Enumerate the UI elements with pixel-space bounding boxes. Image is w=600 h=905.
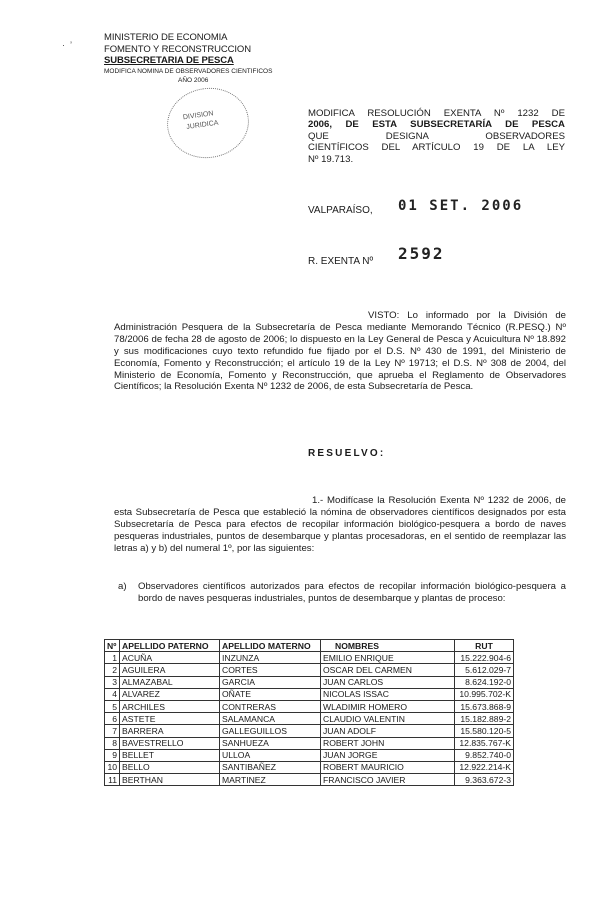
- subject-small: MODIFICA NOMINA DE OBSERVADORES CIENTIFICOS: [104, 68, 273, 75]
- cell-number: 1: [105, 652, 120, 664]
- cell-names: FRANCISCO JAVIER: [321, 774, 455, 786]
- cell-paternal: ALMAZABAL: [120, 676, 220, 688]
- cell-rut: 15.580.120-5: [455, 725, 514, 737]
- title-line: CIENTÍFICOS DEL ARTÍCULO 19 DE LA LEY: [308, 142, 565, 154]
- table-row: [105, 676, 514, 688]
- table-header-row: [105, 640, 514, 652]
- observers-table-body: [105, 652, 514, 786]
- department-name: FOMENTO Y RECONSTRUCCION: [104, 44, 251, 55]
- cell-paternal: ALVAREZ: [120, 688, 220, 700]
- cell-number: 2: [105, 664, 120, 676]
- cell-rut: 15.182.889-2: [455, 713, 514, 725]
- item-a-text: Observadores científicos autorizados para efectos de recopilar información biológico-pesquera a bordo de naves pesqueras industriales, puntos de desembarque y plantas de proceso:: [138, 581, 566, 604]
- cell-paternal: ASTETE: [120, 713, 220, 725]
- cell-number: 5: [105, 700, 120, 712]
- cell-maternal: OÑATE: [220, 688, 321, 700]
- cell-names: NICOLAS ISSAC: [321, 688, 455, 700]
- exenta-label: R. EXENTA Nº: [308, 256, 374, 267]
- cell-paternal: AGUILERA: [120, 664, 220, 676]
- col-header-paternal: APELLIDO PATERNO: [120, 640, 220, 652]
- cell-number: 6: [105, 713, 120, 725]
- cell-number: 9: [105, 749, 120, 761]
- col-header-number: Nº: [105, 640, 120, 652]
- col-header-rut: RUT: [455, 640, 514, 652]
- cell-names: JUAN CARLOS: [321, 676, 455, 688]
- table-row: [105, 700, 514, 712]
- title-line: 2006, DE ESTA SUBSECRETARÍA DE PESCA: [308, 119, 565, 131]
- cell-maternal: GALLEGUILLOS: [220, 725, 321, 737]
- year-small: AÑO 2006: [178, 77, 209, 84]
- cell-maternal: ULLOA: [220, 749, 321, 761]
- cell-rut: 5.612.029-7: [455, 664, 514, 676]
- article-1-paragraph: 1.- Modifícase la Resolución Exenta Nº 1232 de 2006, de esta Subsecretaría de Pesca que estableció la nómina de observadores científicos designados por esta Subsecretaría de Pesca para efectos de recopilar información biológico-pesquera a bordo de naves pesqueras industriales, puntos de desembarque y plantas procesadoras, en el sentido de reemplazar las letras a) y b) del numeral 1º, por las siguientes:: [114, 495, 566, 554]
- cell-paternal: BAVESTRELLO: [120, 737, 220, 749]
- cell-maternal: CONTRERAS: [220, 700, 321, 712]
- cell-names: WLADIMIR HOMERO: [321, 700, 455, 712]
- observers-table: [104, 639, 514, 786]
- cell-rut: 8.624.192-0: [455, 676, 514, 688]
- cell-paternal: BERTHAN: [120, 774, 220, 786]
- table-row: [105, 725, 514, 737]
- col-header-names: NOMBRES: [321, 640, 455, 652]
- table-row: [105, 737, 514, 749]
- item-a-label: a): [118, 581, 127, 592]
- stamp-line-2: JURIDICA: [185, 119, 219, 132]
- cell-rut: 10.995.702-K: [455, 688, 514, 700]
- cell-paternal: BELLET: [120, 749, 220, 761]
- cell-number: 10: [105, 761, 120, 773]
- title-line: QUE DESIGNA OBSERVADORES: [308, 130, 565, 142]
- cell-paternal: BELLO: [120, 761, 220, 773]
- exenta-number: 2592: [398, 244, 445, 263]
- cell-maternal: SANHUEZA: [220, 737, 321, 749]
- cell-rut: 12.835.767-K: [455, 737, 514, 749]
- resolution-title: [308, 108, 565, 165]
- title-line: MODIFICA RESOLUCIÓN EXENTA Nº 1232 DE: [308, 108, 565, 119]
- cell-number: 7: [105, 725, 120, 737]
- cell-maternal: INZUNZA: [220, 652, 321, 664]
- resuelvo-heading: RESUELVO:: [308, 448, 386, 459]
- cell-names: JUAN JORGE: [321, 749, 455, 761]
- handwritten-date: 01 SET. 2006: [398, 198, 524, 214]
- table-row: [105, 688, 514, 700]
- cell-maternal: GARCIA: [220, 676, 321, 688]
- cell-rut: 15.673.868-9: [455, 700, 514, 712]
- cell-paternal: ACUÑA: [120, 652, 220, 664]
- cell-maternal: SALAMANCA: [220, 713, 321, 725]
- table-row: [105, 761, 514, 773]
- cell-paternal: ARCHILES: [120, 700, 220, 712]
- cell-maternal: MARTINEZ: [220, 774, 321, 786]
- cell-names: CLAUDIO VALENTIN: [321, 713, 455, 725]
- cell-number: 8: [105, 737, 120, 749]
- cell-number: 4: [105, 688, 120, 700]
- cell-rut: 15.222.904-6: [455, 652, 514, 664]
- cell-names: ROBERT JOHN: [321, 737, 455, 749]
- cell-names: JUAN ADOLF: [321, 725, 455, 737]
- table-row: [105, 713, 514, 725]
- cell-names: EMILIO ENRIQUE: [321, 652, 455, 664]
- subsecretaria-name: SUBSECRETARIA DE PESCA: [104, 55, 234, 66]
- margin-mark: · ’: [62, 40, 72, 50]
- title-line: Nº 19.713.: [308, 153, 354, 165]
- division-stamp: [163, 83, 254, 164]
- cell-names: ROBERT MAURICIO: [321, 761, 455, 773]
- cell-number: 11: [105, 774, 120, 786]
- table-row: [105, 664, 514, 676]
- table-row: [105, 774, 514, 786]
- cell-maternal: SANTIBAÑEZ: [220, 761, 321, 773]
- cell-rut: 12.922.214-K: [455, 761, 514, 773]
- table-row: [105, 749, 514, 761]
- stamp-line-1: DIVISION: [182, 110, 214, 122]
- ministry-name: MINISTERIO DE ECONOMIA: [104, 32, 228, 43]
- table-row: [105, 652, 514, 664]
- cell-rut: 9.363.672-3: [455, 774, 514, 786]
- col-header-maternal: APELLIDO MATERNO: [220, 640, 321, 652]
- cell-names: OSCAR DEL CARMEN: [321, 664, 455, 676]
- cell-number: 3: [105, 676, 120, 688]
- place-label: VALPARAÍSO,: [308, 205, 373, 216]
- cell-rut: 9.852.740-0: [455, 749, 514, 761]
- cell-paternal: BARRERA: [120, 725, 220, 737]
- cell-maternal: CORTES: [220, 664, 321, 676]
- visto-paragraph: VISTO: Lo informado por la División de Administración Pesquera de la Subsecretaría de Pesca mediante Memorando Técnico (R.PESQ.) Nº 78/2006 de fecha 28 de agosto de 2006; lo dispuesto en la Ley General de Pesca y Acuicultura Nº 18.892 y sus modificaciones cuyo texto refundido fue fijado por el D.S. Nº 430 de 1991, del Ministerio de Economía, Fomento y Reconstrucción; el artículo 19 de la Ley Nº 19713; el D.S. Nº 308 de 2004, del Ministerio de Economía, Fomento y Reconstrucción, que aprueba el Reglamento de Observadores Científicos; la Resolución Exenta Nº 1232 de 2006, de esta Subsecretaría de Pesca.: [114, 310, 566, 393]
